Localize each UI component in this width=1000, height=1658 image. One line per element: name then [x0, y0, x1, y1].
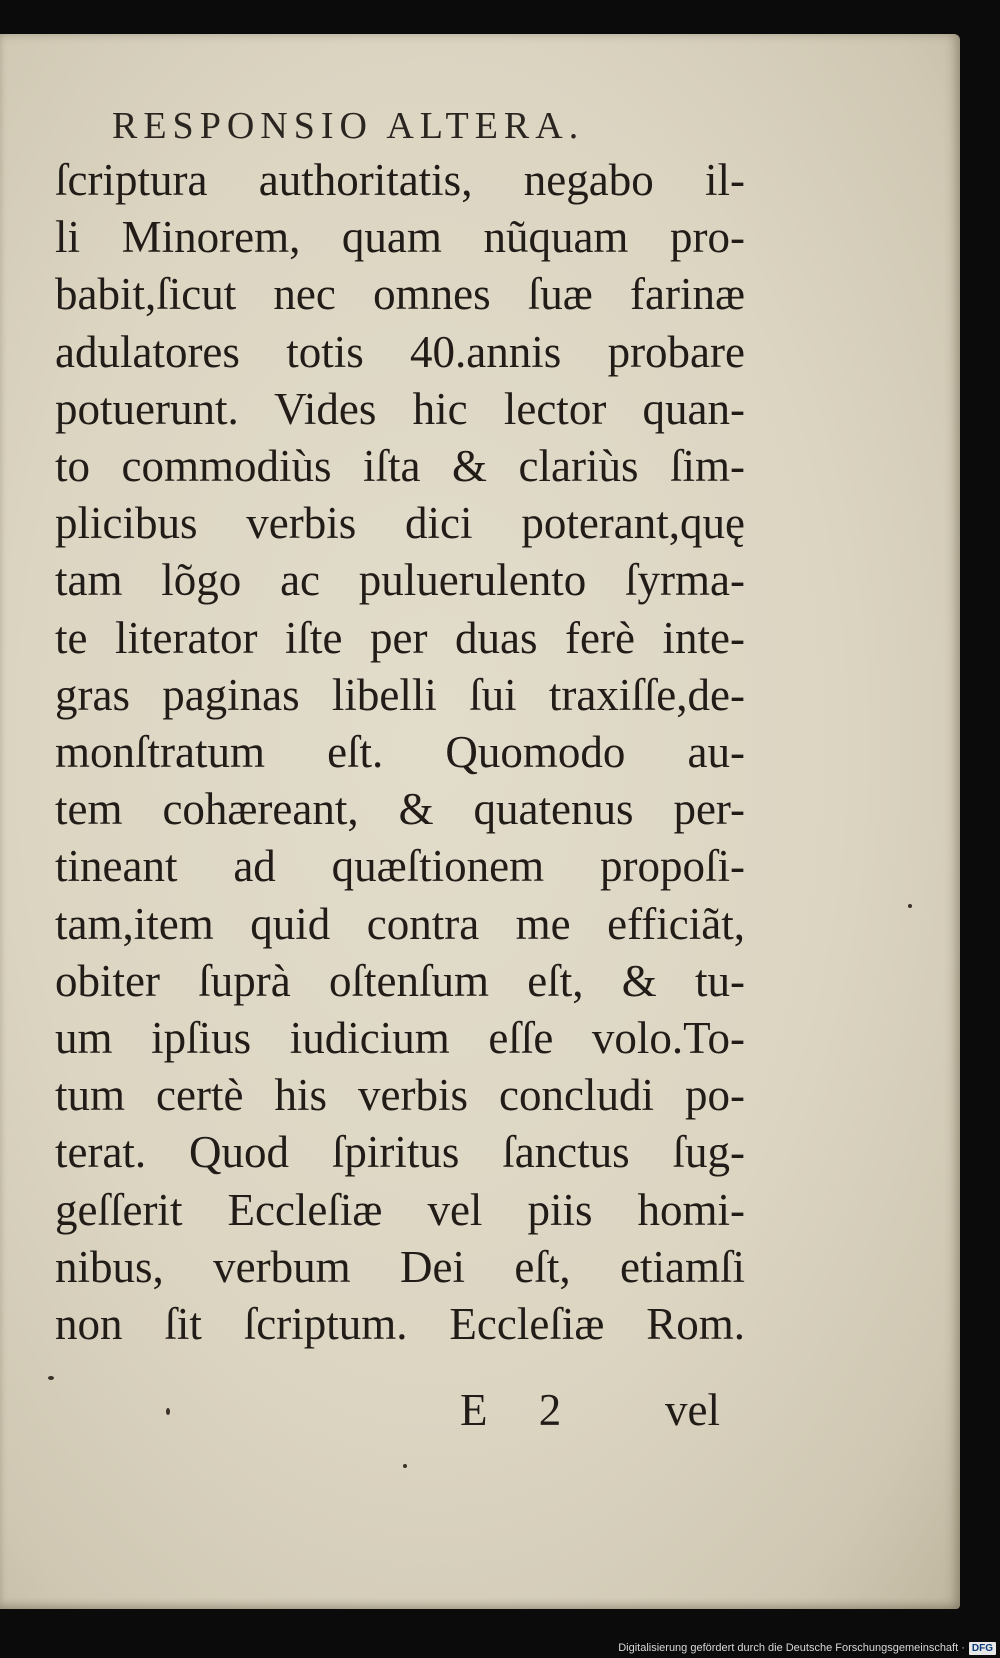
text-line: ſcriptura authoritatis, negabo il- [55, 155, 745, 205]
text-line: monſtratum eſt. Quomodo au- [55, 727, 745, 778]
ink-speck [166, 1408, 170, 1415]
ink-speck [403, 1464, 407, 1468]
text-line: te literator iſte per duas ferè inte- [55, 612, 745, 663]
text-line: um ipſius iudicium eſſe volo.To- [55, 1013, 745, 1064]
text-line: to commodiùs iſta & clariùs ſim- [55, 441, 745, 492]
text-line: tam,item quid contra me efficiãt, [55, 898, 745, 949]
text-line: plicibus verbis dici poterant,quę [55, 498, 745, 549]
book-page [0, 34, 960, 1609]
text-line: babit,ſicut nec omnes ſuæ farinæ [55, 269, 745, 320]
dfg-logo-icon: DFG [969, 1642, 996, 1655]
text-line: li Minorem, quam nũquam pro- [55, 212, 745, 263]
text-line: obiter ſuprà oſtenſum eſt, & tu- [55, 955, 745, 1006]
text-line: tineant ad quæſtionem propoſi- [55, 841, 745, 892]
ink-speck [908, 904, 912, 908]
text-line: nibus, verbum Dei eſt, etiamſi [55, 1241, 745, 1292]
signature-mark: E 2 [460, 1385, 582, 1435]
text-line: tum certè his verbis concludi po- [55, 1070, 745, 1121]
running-head: RESPONSIO ALTERA. [112, 105, 585, 147]
text-line: geſſerit Eccleſiæ vel piis homi- [55, 1184, 745, 1235]
digitization-credit [618, 1640, 996, 1656]
text-line: terat. Quod ſpiritus ſanctus ſug- [55, 1127, 745, 1178]
text-line: adulatores totis 40.annis probare [55, 326, 745, 377]
text-line: tam lõgo ac puluerulento ſyrma- [55, 555, 745, 606]
text-line: potuerunt. Vides hic lector quan- [55, 383, 745, 434]
ink-speck [48, 1376, 54, 1380]
text-line: non ſit ſcriptum. Eccleſiæ Rom. [55, 1299, 745, 1350]
body-text [55, 152, 745, 1353]
text-line: tem cohæreant, & quatenus per- [55, 784, 745, 835]
catchword: vel [665, 1385, 720, 1435]
credit-text: Digitalisierung gefördert durch die Deutsche Forschungsgemeinschaft · [618, 1642, 965, 1654]
text-line: gras paginas libelli ſui traxiſſe,de- [55, 669, 745, 720]
